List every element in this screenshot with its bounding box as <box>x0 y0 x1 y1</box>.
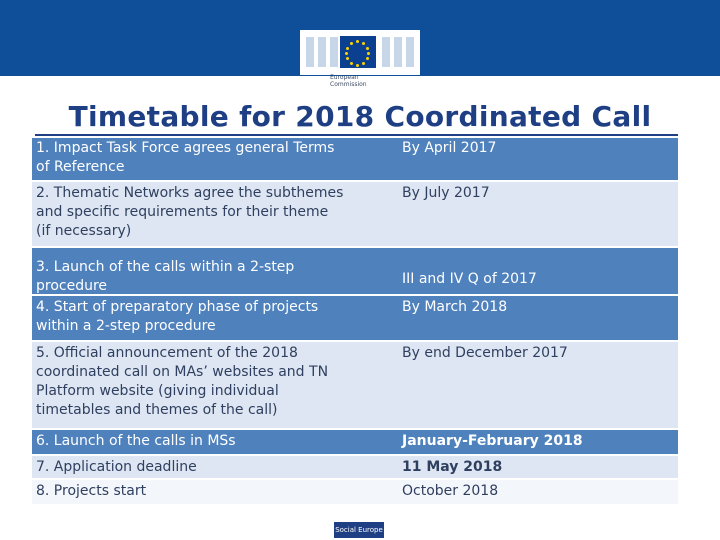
timetable-row <box>32 136 678 180</box>
timetable-row <box>32 428 678 454</box>
logo-building <box>300 30 420 75</box>
row-left-cell: 2. Thematic Networks agree the subthemes and specific requirements for their theme (if necessary) <box>36 185 344 239</box>
timetable-row <box>32 180 678 246</box>
row-right-cell: October 2018 <box>402 483 499 499</box>
row-left-cell: 8. Projects start <box>36 483 147 499</box>
row-right-cell: By July 2017 <box>402 185 490 201</box>
timetable-row <box>32 454 678 480</box>
page-title: Timetable for 2018 Coordinated Call <box>68 100 652 133</box>
row-left-cell: 6. Launch of the calls in MSs <box>36 433 236 449</box>
row-right-cell: By end December 2017 <box>402 345 568 361</box>
logo-column <box>306 37 314 67</box>
logo-column <box>318 37 326 67</box>
timetable-row <box>32 478 678 504</box>
row-left-cell: 4. Start of preparatory phase of projects within a 2-step procedure <box>36 299 319 334</box>
row-left-cell: 3. Launch of the calls within a 2-step procedure <box>36 259 295 294</box>
row-right-cell: January-February 2018 <box>402 433 583 449</box>
row-left-cell: 7. Application deadline <box>36 459 197 475</box>
row-right-cell: By April 2017 <box>402 140 497 156</box>
timetable-row <box>32 340 678 428</box>
timetable-row <box>32 294 678 340</box>
social-europe-logo: Social Europe <box>334 522 384 538</box>
european-commission-logo <box>300 30 420 100</box>
logo-text: European Commission <box>330 74 367 88</box>
timetable-row <box>32 246 678 296</box>
eu-flag-icon <box>340 36 376 68</box>
logo-column <box>330 37 338 67</box>
row-right-cell: III and IV Q of 2017 <box>402 271 537 287</box>
logo-column <box>406 37 414 67</box>
row-left-cell: 1. Impact Task Force agrees general Terms of Reference <box>36 140 335 175</box>
logo-column <box>382 37 390 67</box>
logo-column <box>394 37 402 67</box>
row-right-cell: 11 May 2018 <box>402 459 503 475</box>
row-right-cell: By March 2018 <box>402 299 508 315</box>
row-left-cell: 5. Official announcement of the 2018 coordinated call on MAs’ websites and TN Platform website (giving individual timetables and themes of the call) <box>36 345 329 418</box>
